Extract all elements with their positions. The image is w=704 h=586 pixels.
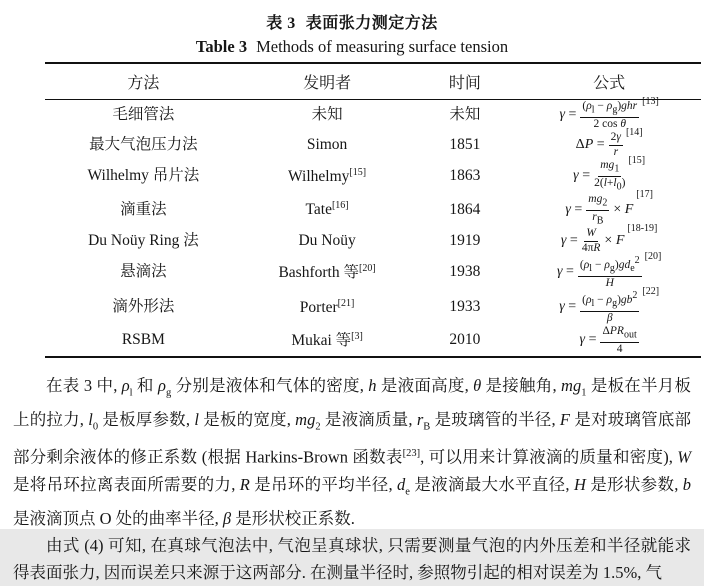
formula-lhs: γ = bbox=[556, 264, 574, 280]
table-header bbox=[45, 63, 701, 100]
cell-inventor: Tate[16] bbox=[305, 200, 349, 219]
formula-fraction: $\frac{W}{4\pi R}$ bbox=[581, 226, 601, 254]
cell-inventor: Bashforth 等[20] bbox=[278, 262, 376, 281]
cell-year: 2010 bbox=[449, 331, 481, 349]
cell-year: 1851 bbox=[449, 136, 481, 154]
cell-inventor: 未知 bbox=[311, 106, 343, 124]
formula-citation: [18-19] bbox=[627, 222, 658, 234]
formula bbox=[580, 325, 639, 356]
header-method: 方法 bbox=[45, 63, 242, 100]
cell-formula bbox=[517, 222, 701, 255]
formula-citation: [14] bbox=[625, 127, 643, 139]
paragraph-error-analysis: 由式 (4) 可知, 在真球气泡法中, 气泡呈真球状, 只需要测量气泡的内外压差和半径就能求得表面张力, 因而误差只来源于这两部分. 在测量半径时, 参照物引起的相对误差为 1.5%, 气 bbox=[13, 536, 691, 583]
formula-lhs: γ = bbox=[559, 107, 577, 123]
cell-year: 1864 bbox=[449, 200, 481, 218]
formula bbox=[565, 189, 653, 227]
formula-lhs: γ = bbox=[560, 232, 578, 248]
formula-citation: [22] bbox=[642, 285, 660, 297]
paragraph-symbols-explanation: 在表 3 中, $\rho_l$ 和 $\rho_g$ 分别是液体和气体的密度, h 是液面高度, θ 是接触角, $mg_1$ 是板在半月板上的拉力, $l_0$ 是板厚参数, l 是板的宽度, $mg_2$ 是液滴质量, $r_B$ 是玻璃管的半径, F 是对玻璃管底部部分剩余液体的修正系数 (根据 Harkins-Brown 函数表[23], 可以用来计算液滴的质量和密度), W 是将吊环拉离表面所需要的力, R 是吊环的平均半径, $d_e$ 是液滴最大水平直径, H 是形状参数, b 是液滴顶点 O 处的曲率半径, β 是形状校正系数. bbox=[13, 375, 692, 529]
formula-fraction: $\frac{(\rho_l - \rho_g)gb^2}{\beta}$ bbox=[582, 289, 638, 324]
table-header-row bbox=[45, 63, 701, 100]
cell-formula bbox=[517, 251, 701, 290]
body-text bbox=[13, 372, 691, 586]
table-caption-en-number: Table 3 bbox=[195, 37, 248, 56]
cell-method: 滴重法 bbox=[120, 200, 167, 218]
cell-formula bbox=[517, 189, 701, 227]
cell-formula bbox=[517, 96, 701, 132]
table-caption-en-text: Methods of measuring surface tension bbox=[256, 37, 509, 56]
cell-inventor: Du Noüy bbox=[298, 231, 356, 249]
table-row bbox=[45, 227, 701, 255]
formula-lhs: γ = bbox=[573, 167, 591, 183]
methods-table bbox=[45, 62, 701, 358]
formula-fraction: $\frac{\Delta PR_{out}}{4}$ bbox=[602, 324, 637, 355]
table-caption-zh-text: 表面张力测定方法 bbox=[305, 15, 438, 32]
formula-suffix: × F bbox=[613, 201, 634, 217]
formula-citation: [17] bbox=[636, 189, 653, 201]
formula bbox=[573, 155, 646, 193]
formula-citation: [13] bbox=[642, 96, 659, 107]
table-row bbox=[45, 193, 701, 227]
formula bbox=[560, 222, 658, 255]
table-row bbox=[45, 255, 701, 290]
formula-fraction: $\frac{(\rho_l - \rho_g)ghr}{\text{2 cos θ}}$ bbox=[582, 100, 638, 130]
cell-method: 悬滴法 bbox=[120, 263, 167, 281]
formula bbox=[559, 96, 659, 131]
formula-fraction: $\frac{mg_2}{r_B}$ bbox=[588, 193, 608, 227]
formula-lhs: γ = bbox=[579, 331, 597, 347]
formula-citation: [15] bbox=[628, 155, 646, 167]
cell-year: 1863 bbox=[449, 167, 481, 185]
cell-year: 1919 bbox=[449, 231, 481, 249]
cell-year: 1933 bbox=[449, 298, 481, 316]
cell-method: Du Noüy Ring 法 bbox=[88, 231, 199, 249]
formula-suffix: × F bbox=[604, 232, 625, 248]
formula bbox=[559, 285, 660, 325]
formula-lhs: ΔP = bbox=[575, 136, 605, 152]
table-caption-zh bbox=[12, 10, 692, 33]
cell-inventor: Mukai 等[3] bbox=[291, 330, 363, 349]
table-row bbox=[45, 290, 701, 325]
cell-method: Wilhelmy 吊片法 bbox=[87, 167, 200, 185]
cell-year: 1938 bbox=[449, 263, 481, 281]
cell-formula bbox=[517, 155, 701, 193]
table-caption-en bbox=[12, 37, 692, 57]
formula-lhs: γ = bbox=[559, 299, 577, 314]
formula-lhs: γ = bbox=[565, 201, 583, 217]
table-row bbox=[45, 100, 701, 132]
formula-citation: [20] bbox=[644, 251, 662, 263]
cell-formula bbox=[517, 285, 701, 325]
table-row bbox=[45, 325, 701, 357]
cell-inventor: Wilhelmy[15] bbox=[288, 166, 367, 185]
formula bbox=[556, 251, 662, 290]
cell-formula bbox=[517, 127, 701, 159]
table-body bbox=[45, 96, 701, 357]
cell-year: 未知 bbox=[449, 106, 481, 124]
header-inventor: 发明者 bbox=[242, 63, 413, 100]
cell-inventor: Porter[21] bbox=[299, 297, 355, 316]
cell-method: RSBM bbox=[121, 331, 165, 349]
cell-formula bbox=[517, 325, 701, 357]
cell-method: 最大气泡压力法 bbox=[89, 136, 198, 154]
cell-inventor: Simon bbox=[306, 136, 348, 154]
table-row bbox=[45, 159, 701, 193]
cell-method: 滴外形法 bbox=[112, 298, 175, 316]
formula-fraction: $\frac{2\gamma}{r}$ bbox=[610, 131, 621, 159]
header-year: 时间 bbox=[412, 63, 517, 100]
header-formula: 公式 bbox=[517, 63, 701, 100]
table-caption-zh-number: 表 3 bbox=[266, 15, 296, 32]
formula-fraction: $\frac{mg_1}{2(l+l_0)}$ bbox=[594, 159, 626, 193]
cell-method: 毛细管法 bbox=[112, 106, 175, 124]
formula-fraction: $\frac{(\rho_l - \rho_g)gd_e^2}{H}$ bbox=[579, 255, 640, 289]
table-row bbox=[45, 131, 701, 159]
